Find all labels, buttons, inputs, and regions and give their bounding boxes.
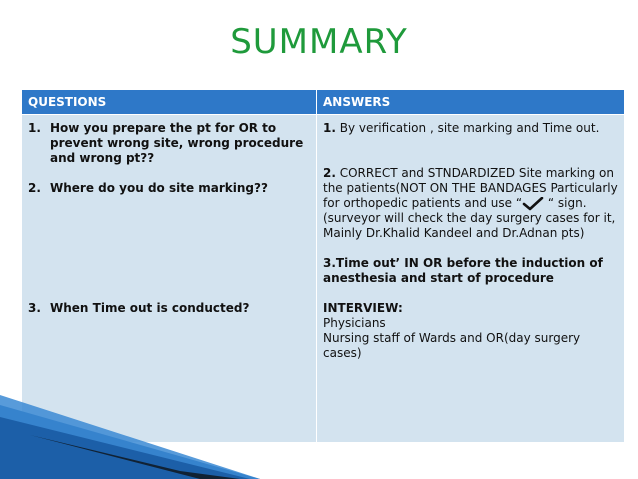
slide-title: SUMMARY xyxy=(230,22,408,62)
interview-heading: INTERVIEW: xyxy=(323,301,403,315)
answer-3: 3.Time out’ IN OR before the induction of anesthesia and start of procedure xyxy=(323,256,603,285)
answer-2-note: (surveyor will check the day surgery cases for it, Mainly Dr.Khalid Kandeel and Dr.Adnan pts) xyxy=(323,211,616,240)
answers-cell xyxy=(317,115,625,443)
interview-line-1: Physicians xyxy=(323,316,386,330)
interview-line-2: Nursing staff of Wards and OR(day surgery cases) xyxy=(323,331,581,360)
answer-1: 1. By verification , site marking and Time out. xyxy=(323,121,600,135)
question-1: 1. How you prepare the pt for OR to prevent wrong site, wrong procedure and wrong pt?? xyxy=(28,121,304,165)
question-3: 3. When Time out is conducted? xyxy=(28,301,250,315)
check-icon xyxy=(522,197,544,211)
table-header-row xyxy=(22,90,625,115)
question-2: 2. Where do you do site marking?? xyxy=(28,181,268,195)
questions-cell xyxy=(22,115,317,443)
decorative-swoosh xyxy=(0,395,260,479)
summary-table xyxy=(21,89,625,443)
answer-2: 2. CORRECT and STNDARDIZED Site marking on the patients(NOT ON THE BANDAGES Particularly for orthopedic patients and use “ “ sign. (surveyor will check the day surgery cases for it, Mainly Dr.Khalid Kandeel and Dr.Adnan pts) xyxy=(323,166,618,240)
table-row xyxy=(22,115,625,443)
answers-header: ANSWERS xyxy=(317,90,625,115)
questions-header: QUESTIONS xyxy=(22,90,317,115)
